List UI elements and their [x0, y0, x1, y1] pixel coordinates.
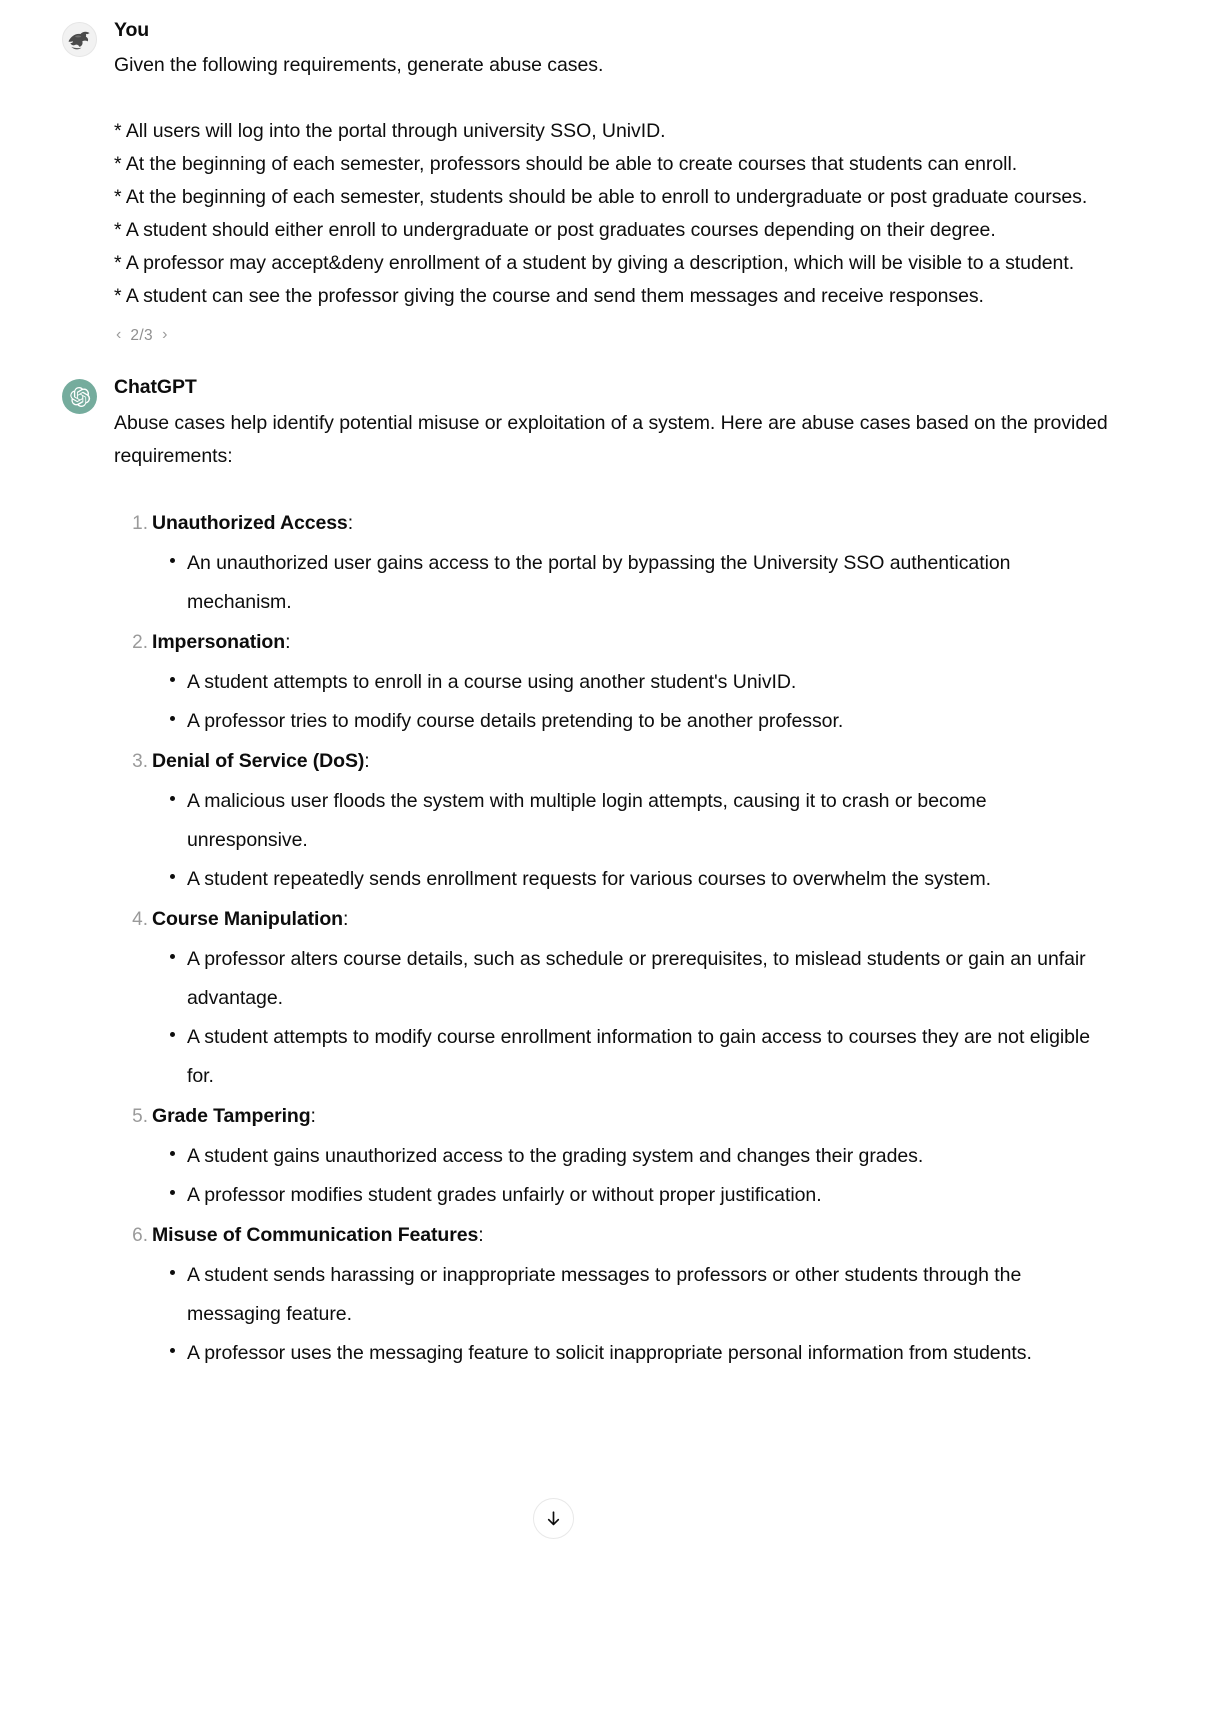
abuse-case-item: [152, 899, 1108, 1096]
abuse-case-title: [152, 1215, 1108, 1256]
abuse-case-item: [152, 741, 1108, 899]
user-author-name: You: [114, 19, 150, 41]
abuse-case-item: [152, 1215, 1108, 1373]
requirement-line: * At the beginning of each semester, professors should be able to create courses that students can enroll.: [114, 153, 1018, 176]
user-message: [0, 18, 1228, 345]
abuse-case-title: [152, 503, 1108, 544]
scroll-to-bottom-button[interactable]: [533, 1498, 574, 1539]
abuse-case-points: [152, 1256, 1108, 1373]
user-intro-line: Given the following requirements, generate abuse cases.: [114, 54, 604, 77]
arrow-down-icon: [544, 1509, 563, 1528]
abuse-case-title: [152, 899, 1108, 940]
next-version-icon[interactable]: ›: [162, 326, 168, 344]
abuse-case-item: [152, 622, 1108, 741]
abuse-case-title-text: Course Manipulation: [152, 907, 343, 930]
abuse-case-item: [152, 503, 1108, 622]
abuse-case-point: A professor tries to modify course details pretending to be another professor.: [187, 702, 1108, 741]
user-message-text: [114, 49, 1108, 313]
abuse-case-title-colon: :: [364, 749, 370, 772]
abuse-case-title-colon: :: [342, 907, 349, 930]
abuse-case-title-text: Misuse of Communication Features: [152, 1223, 479, 1246]
abuse-case-points: [152, 782, 1108, 899]
abuse-case-points: [152, 544, 1108, 622]
abuse-case-title-text: Denial of Service (DoS): [152, 749, 365, 772]
abuse-case-point: A student repeatedly sends enrollment requests for various courses to overwhelm the system.: [187, 860, 1108, 899]
requirement-line: * A professor may accept&deny enrollment of a student by giving a description, which will be visible to a student.: [114, 252, 1075, 275]
abuse-case-point: A student sends harassing or inappropriate messages to professors or other students through the messaging feature.: [187, 1256, 1108, 1334]
user-avatar-column: [62, 18, 114, 57]
assistant-message: [0, 375, 1228, 1372]
abuse-case-point: A professor alters course details, such as schedule or prerequisites, to mislead students or gain an unfair advantage.: [187, 940, 1108, 1018]
abuse-case-title-text: Unauthorized Access: [152, 511, 348, 534]
abuse-case-points: [152, 1137, 1108, 1215]
abuse-case-points: [152, 663, 1108, 741]
abuse-case-point: A student gains unauthorized access to the grading system and changes their grades.: [187, 1137, 1108, 1176]
abuse-cases-list: [114, 503, 1108, 1373]
abuse-case-title-colon: :: [285, 630, 291, 653]
abuse-case-point: A student attempts to modify course enrollment information to gain access to courses they are not eligible for.: [187, 1018, 1108, 1096]
abuse-case-point: A professor uses the messaging feature to solicit inappropriate personal information from students.: [187, 1334, 1108, 1373]
message-version-pager: [114, 325, 1108, 345]
requirement-line: * All users will log into the portal through university SSO, UnivID.: [114, 120, 666, 143]
version-counter: 2/3: [130, 326, 154, 344]
requirement-line: * At the beginning of each semester, students should be able to enroll to undergraduate or post graduate courses.: [114, 186, 1088, 209]
assistant-message-body: [114, 375, 1108, 1372]
abuse-case-title: [152, 1096, 1108, 1137]
user-avatar: [62, 22, 97, 57]
abuse-case-point: A student attempts to enroll in a course using another student's UnivID.: [187, 663, 1108, 702]
abuse-case-point: A professor modifies student grades unfairly or without proper justification.: [187, 1176, 1108, 1215]
requirement-line: * A student can see the professor giving the course and send them messages and receive responses.: [114, 285, 984, 308]
abuse-case-point: An unauthorized user gains access to the portal by bypassing the University SSO authentication mechanism.: [187, 544, 1108, 622]
abuse-case-title: [152, 622, 1108, 663]
abuse-case-item: [152, 1096, 1108, 1215]
abuse-case-title-colon: :: [478, 1223, 484, 1246]
previous-version-icon[interactable]: ‹: [116, 326, 122, 344]
abuse-case-title: [152, 741, 1108, 782]
abuse-case-title-colon: :: [347, 511, 354, 534]
assistant-intro-paragraph: Abuse cases help identify potential misuse or exploitation of a system. Here are abuse cases based on the provided requirements:: [114, 411, 1108, 467]
assistant-avatar-column: [62, 375, 114, 414]
assistant-author-name: ChatGPT: [114, 376, 197, 399]
requirement-line: * A student should either enroll to undergraduate or post graduates courses depending on their degree.: [114, 219, 996, 242]
abuse-case-title-text: Impersonation: [152, 630, 286, 653]
abuse-case-title-text: Grade Tampering: [152, 1104, 311, 1127]
text-spacer: [114, 82, 1108, 115]
abuse-case-point: A malicious user floods the system with multiple login attempts, causing it to crash or become unresponsive.: [187, 782, 1108, 860]
user-message-body: [114, 18, 1108, 345]
abuse-case-points: [152, 940, 1108, 1096]
openai-logo-icon: [62, 379, 97, 414]
abuse-case-title-colon: :: [310, 1104, 316, 1127]
